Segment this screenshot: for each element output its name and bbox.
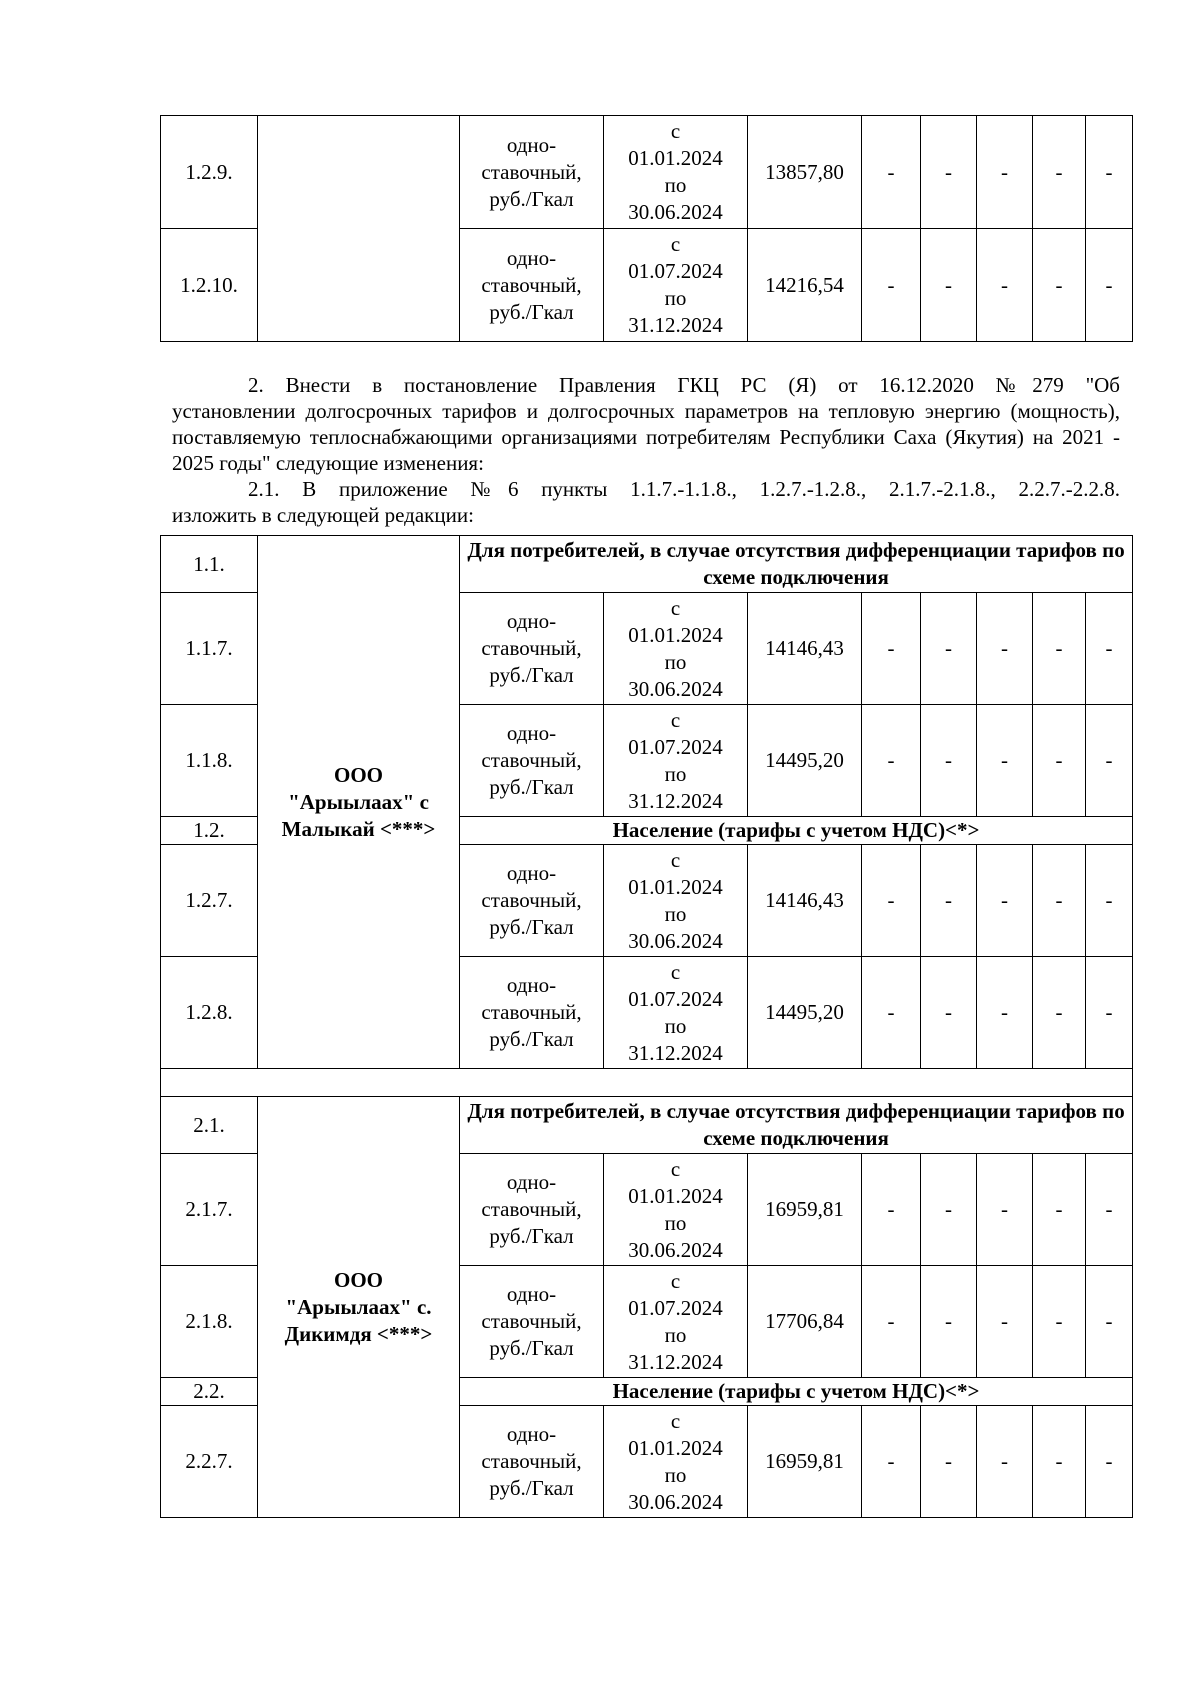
row-number: 1.2.	[161, 817, 258, 845]
dash-cell: -	[862, 845, 921, 957]
section-header: Для потребителей, в случае отсутствия дифференциации тарифов по схеме подключения	[460, 536, 1133, 593]
tariff-value: 13857,80	[748, 116, 862, 229]
dash-cell: -	[921, 1154, 977, 1266]
dash-cell: -	[977, 1406, 1033, 1518]
dash-cell: -	[862, 116, 921, 229]
dash-cell: -	[921, 845, 977, 957]
dash-cell: -	[977, 705, 1033, 817]
tariff-value: 14146,43	[748, 845, 862, 957]
dash-cell: -	[977, 593, 1033, 705]
tariff-table-continuation	[160, 115, 1133, 342]
dash-cell: -	[1033, 1406, 1086, 1518]
tariff-type: одно- ставочный, руб./Гкал	[460, 845, 604, 957]
tariff-period: с 01.07.2024 по 31.12.2024	[604, 229, 748, 342]
row-number: 1.1.8.	[161, 705, 258, 817]
dash-cell: -	[977, 845, 1033, 957]
tariff-period: с 01.01.2024 по 30.06.2024	[604, 845, 748, 957]
tariff-period: с 01.01.2024 по 30.06.2024	[604, 593, 748, 705]
row-number: 1.1.7.	[161, 593, 258, 705]
dash-cell: -	[1086, 1266, 1133, 1378]
dash-cell: -	[977, 116, 1033, 229]
dash-cell: -	[1086, 116, 1133, 229]
section-header: Население (тарифы с учетом НДС)<*>	[460, 817, 1133, 845]
tariff-period: с 01.07.2024 по 31.12.2024	[604, 705, 748, 817]
dash-cell: -	[862, 957, 921, 1069]
dash-cell: -	[921, 957, 977, 1069]
row-number: 1.2.9.	[161, 116, 258, 229]
row-number: 2.1.8.	[161, 1266, 258, 1378]
dash-cell: -	[862, 593, 921, 705]
organization-cell	[258, 116, 460, 342]
tariff-type: одно- ставочный, руб./Гкал	[460, 1406, 604, 1518]
section-header-row	[161, 1097, 1133, 1154]
dash-cell: -	[1086, 957, 1133, 1069]
tariff-table-main	[160, 535, 1133, 1518]
tariff-value: 14146,43	[748, 593, 862, 705]
dash-cell: -	[1086, 229, 1133, 342]
tariff-type: одно- ставочный, руб./Гкал	[460, 116, 604, 229]
tariff-value: 17706,84	[748, 1266, 862, 1378]
row-number: 1.2.8.	[161, 957, 258, 1069]
dash-cell: -	[921, 705, 977, 817]
tariff-type: одно- ставочный, руб./Гкал	[460, 593, 604, 705]
dash-cell: -	[1033, 1154, 1086, 1266]
dash-cell: -	[1033, 593, 1086, 705]
dash-cell: -	[921, 229, 977, 342]
dash-cell: -	[977, 1266, 1033, 1378]
paragraph-2-first-line: 2. Внести в постановление Правления ГКЦ РС (Я) от 16.12.2020 №279 "Об	[248, 373, 1120, 397]
row-number: 1.1.	[161, 536, 258, 593]
row-number: 2.2.7.	[161, 1406, 258, 1518]
tariff-type: одно- ставочный, руб./Гкал	[460, 705, 604, 817]
tariff-value: 14495,20	[748, 957, 862, 1069]
dash-cell: -	[921, 1406, 977, 1518]
dash-cell: -	[1086, 593, 1133, 705]
section-header: Для потребителей, в случае отсутствия дифференциации тарифов по схеме подключения	[460, 1097, 1133, 1154]
section-header-row	[161, 536, 1133, 593]
dash-cell: -	[862, 1266, 921, 1378]
tariff-period: с 01.07.2024 по 31.12.2024	[604, 957, 748, 1069]
dash-cell: -	[1033, 1266, 1086, 1378]
tariff-value: 14216,54	[748, 229, 862, 342]
row-number: 2.2.	[161, 1378, 258, 1406]
empty-cell	[161, 1069, 1133, 1097]
tariff-period: с 01.01.2024 по 30.06.2024	[604, 1406, 748, 1518]
row-number: 1.2.10.	[161, 229, 258, 342]
row-number: 2.1.	[161, 1097, 258, 1154]
dash-cell: -	[1086, 845, 1133, 957]
dash-cell: -	[1086, 1154, 1133, 1266]
tariff-value: 14495,20	[748, 705, 862, 817]
tariff-type: одно- ставочный, руб./Гкал	[460, 229, 604, 342]
row-number: 2.1.7.	[161, 1154, 258, 1266]
table-row	[161, 116, 1133, 229]
dash-cell: -	[862, 1406, 921, 1518]
dash-cell: -	[1033, 957, 1086, 1069]
paragraph-2-1-body: изложить в следующей редакции:	[172, 503, 474, 527]
dash-cell: -	[1033, 229, 1086, 342]
tariff-type: одно- ставочный, руб./Гкал	[460, 957, 604, 1069]
spacer-row	[161, 1069, 1133, 1097]
dash-cell: -	[1086, 705, 1133, 817]
dash-cell: -	[1033, 116, 1086, 229]
organization-name: ООО "Арыылаах" с. Дикимдя <***>	[258, 1097, 460, 1518]
dash-cell: -	[862, 705, 921, 817]
dash-cell: -	[1086, 1406, 1133, 1518]
tariff-period: с 01.07.2024 по 31.12.2024	[604, 1266, 748, 1378]
paragraph-2-1-first-line: 2.1. В приложение №6 пункты 1.1.7.-1.1.8., 1.2.7.-1.2.8., 2.1.7.-2.1.8., 2.2.7.-2.2.8.	[248, 477, 1120, 501]
dash-cell: -	[977, 229, 1033, 342]
tariff-value: 16959,81	[748, 1406, 862, 1518]
dash-cell: -	[862, 229, 921, 342]
tariff-period: с 01.01.2024 по 30.06.2024	[604, 116, 748, 229]
dash-cell: -	[862, 1154, 921, 1266]
tariff-type: одно- ставочный, руб./Гкал	[460, 1266, 604, 1378]
paragraph-2-body: установлении долгосрочных тарифов и долгосрочных параметров на тепловую энергию (мощность), поставляемую теплоснабжающими организациями потребителям Республики Саха (Якутия) на 2021 - 2025 годы" следующие изменения:	[172, 399, 1120, 475]
section-header: Население (тарифы с учетом НДС)<*>	[460, 1378, 1133, 1406]
dash-cell: -	[1033, 845, 1086, 957]
dash-cell: -	[921, 1266, 977, 1378]
dash-cell: -	[921, 116, 977, 229]
amendment-text	[172, 372, 1120, 528]
tariff-period: с 01.01.2024 по 30.06.2024	[604, 1154, 748, 1266]
organization-name: ООО "Арыылаах" с Малыкай <***>	[258, 536, 460, 1069]
dash-cell: -	[977, 957, 1033, 1069]
dash-cell: -	[1033, 705, 1086, 817]
tariff-type: одно- ставочный, руб./Гкал	[460, 1154, 604, 1266]
row-number: 1.2.7.	[161, 845, 258, 957]
tariff-value: 16959,81	[748, 1154, 862, 1266]
dash-cell: -	[921, 593, 977, 705]
dash-cell: -	[977, 1154, 1033, 1266]
